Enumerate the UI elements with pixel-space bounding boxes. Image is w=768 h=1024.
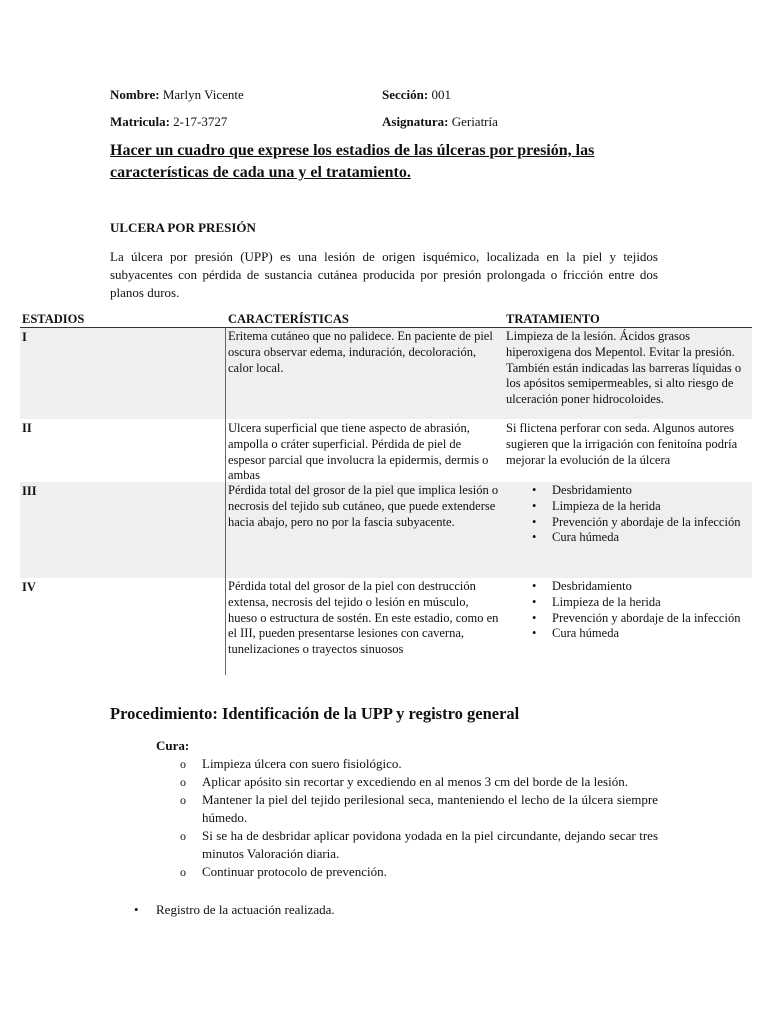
- cura-steps: [180, 755, 658, 881]
- student-id: Matricula: 2-17-3727: [110, 114, 228, 129]
- table-column-divider: [225, 328, 226, 675]
- list-item: o Si se ha de desbridar aplicar povidona yodada en la piel circundante, dejando secar tres minutos Valoración diaria.: [180, 828, 658, 861]
- subject-field: Asignatura: Geriatría: [382, 114, 498, 129]
- treatment-cell: [506, 483, 748, 546]
- treatment-cell: Si flictena perforar con seda. Algunos autores sugieren que la irrigación con fenitoína podría mejorar la evolución de la úlcera: [506, 421, 738, 467]
- stage-label: I: [22, 330, 27, 344]
- characteristics-cell: Eritema cutáneo que no palidece. En paciente de piel oscura observar edema, induración, decoloración, calor local.: [228, 329, 493, 375]
- intro-paragraph: La úlcera por presión (UPP) es una lesión de origen isquémico, localizada en la piel y tejidos subyacentes con pérdida de sustancia cutánea producida por presión prolongada o fricción entre dos planos duros.: [110, 249, 658, 300]
- table-row-stage-2: [20, 419, 752, 482]
- procedure-title: Procedimiento: Identificación de la UPP y registro general: [110, 704, 520, 723]
- table-row-stage-1: [20, 328, 752, 419]
- cura-label: Cura:: [156, 738, 190, 753]
- treatment-cell: [506, 579, 748, 642]
- list-item: o Mantener la piel del tejido perilesional seca, manteniendo el lecho de la úlcera siempre húmedo.: [180, 792, 658, 825]
- list-item: o Limpieza úlcera con suero fisiológico.: [180, 756, 402, 771]
- characteristics-cell: Pérdida total del grosor de la piel que implica lesión o necrosis del tejido sub cutáneo, que puede extenderse hacia abajo, pero no por la fascia subyacente.: [228, 483, 499, 529]
- list-item: • Desbridamiento: [552, 579, 748, 595]
- list-item: • Desbridamiento: [552, 483, 748, 499]
- list-item: o Aplicar apósito sin recortar y excediendo en al menos 3 cm del borde de la lesión.: [180, 774, 628, 789]
- treatment-cell: Limpieza de la lesión. Ácidos grasos hiperoxigena dos Mepentol. Evitar la presión. También están indicadas las barreras líquidas o los apósitos semipermeables, si alto riesgo de ulceración poner hidrocoloides.: [506, 329, 742, 407]
- col-header-treatment: TRATAMIENTO: [506, 312, 600, 326]
- list-item: • Cura húmeda: [552, 626, 748, 642]
- list-item: • Prevención y abordaje de la infección: [552, 515, 748, 531]
- col-header-stages: ESTADIOS: [22, 312, 85, 326]
- treatment-list: [506, 483, 748, 546]
- student-name: Nombre: Marlyn Vicente: [110, 87, 244, 102]
- stage-label: II: [22, 421, 32, 435]
- characteristics-cell: Ulcera superficial que tiene aspecto de abrasión, ampolla o cráter superficial. Pérdida de piel de espesor parcial que involucra la epidermis, dermis o ambas: [228, 421, 489, 483]
- stage-label: IV: [22, 580, 36, 594]
- list-item: • Limpieza de la herida: [552, 595, 748, 611]
- table-row-stage-4: [20, 578, 752, 675]
- table-row-stage-3: [20, 482, 752, 578]
- stage-label: III: [22, 484, 37, 498]
- final-bullet: • Registro de la actuación realizada.: [134, 902, 335, 917]
- section-field: Sección: 001: [382, 87, 451, 102]
- list-item: o Continuar protocolo de prevención.: [180, 864, 387, 879]
- section-heading: ULCERA POR PRESIÓN: [110, 220, 256, 235]
- characteristics-cell: Pérdida total del grosor de la piel con destrucción extensa, necrosis del tejido o lesión en músculo, hueso o estructura de sostén. En este estadio, como en el III, pueden presentarse lesiones con caverna, tunelizaciones o trayectos sinuosos: [228, 579, 499, 657]
- col-header-characteristics: CARACTERÍSTICAS: [228, 312, 349, 326]
- assignment-title: Hacer un cuadro que exprese los estadios de las úlceras por presión, las características de cada una y el tratamiento.: [110, 142, 595, 181]
- treatment-list: [506, 579, 748, 642]
- list-item: • Limpieza de la herida: [552, 499, 748, 515]
- list-item: • Cura húmeda: [552, 530, 748, 546]
- list-item: • Prevención y abordaje de la infección: [552, 611, 748, 627]
